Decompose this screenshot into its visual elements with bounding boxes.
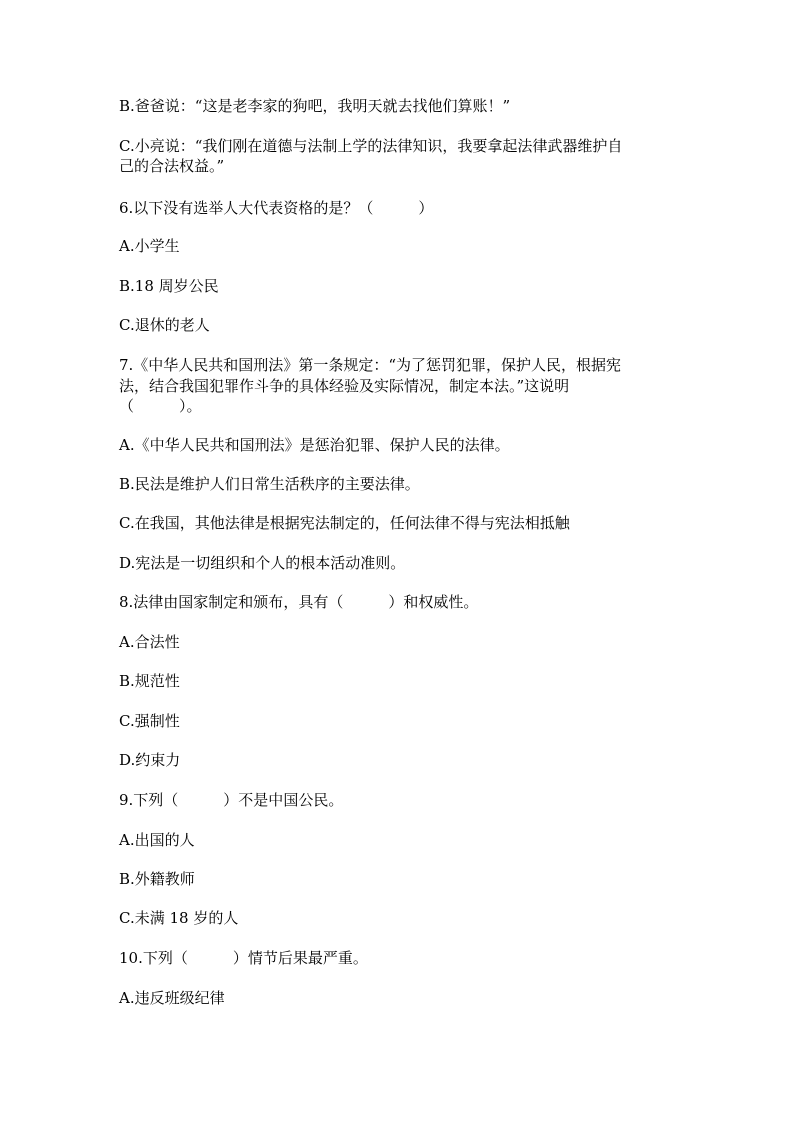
q7-option-a: A.《中华人民共和国刑法》是惩治犯罪、保护人民的法律。 [119,436,510,454]
q9-option-a: A.出国的人 [119,831,195,849]
q8-option-b: B.规范性 [119,672,180,690]
q8-option-d: D.约束力 [119,751,181,769]
q5-option-b: B.爸爸说：“这是老李家的狗吧，我明天就去找他们算账！” [119,97,511,115]
q9-option-c: C.未满 18 岁的人 [119,909,239,927]
q9-option-b: B.外籍教师 [119,870,195,888]
q8-option-c: C.强制性 [119,712,180,730]
q7-stem-line2: 法，结合我国犯罪作斗争的具体经验及实际情况，制定本法。”这说明 [119,377,570,395]
q6-option-a: A.小学生 [119,237,180,255]
q10-option-a: A.违反班级纪律 [119,989,225,1007]
q9-stem: 9.下列（ ）不是中国公民。 [119,791,344,809]
q5-option-c-line1: C.小亮说：“我们刚在道德与法制上学的法律知识，我要拿起法律武器维护自 [119,137,623,155]
q5-option-c-line2: 己的合法权益。” [119,157,225,175]
q7-option-c: C.在我国，其他法律是根据宪法制定的，任何法律不得与宪法相抵触 [119,514,570,532]
q6-stem: 6.以下没有选举人大代表资格的是？（ ） [119,199,434,217]
q7-stem-line3: （ ）。 [119,397,202,415]
q7-option-b: B.民法是维护人们日常生活秩序的主要法律。 [119,475,420,493]
q8-stem: 8.法律由国家制定和颁布，具有（ ）和权威性。 [119,593,479,611]
q10-stem: 10.下列（ ）情节后果最严重。 [119,949,368,967]
q6-option-c: C.退休的老人 [119,316,210,334]
q7-option-d: D.宪法是一切组织和个人的根本活动准则。 [119,554,406,572]
q8-option-a: A.合法性 [119,633,180,651]
q6-option-b: B.18 周岁公民 [119,277,219,295]
q7-stem-line1: 7.《中华人民共和国刑法》第一条规定：“为了惩罚犯罪，保护人民，根据宪 [119,356,621,374]
